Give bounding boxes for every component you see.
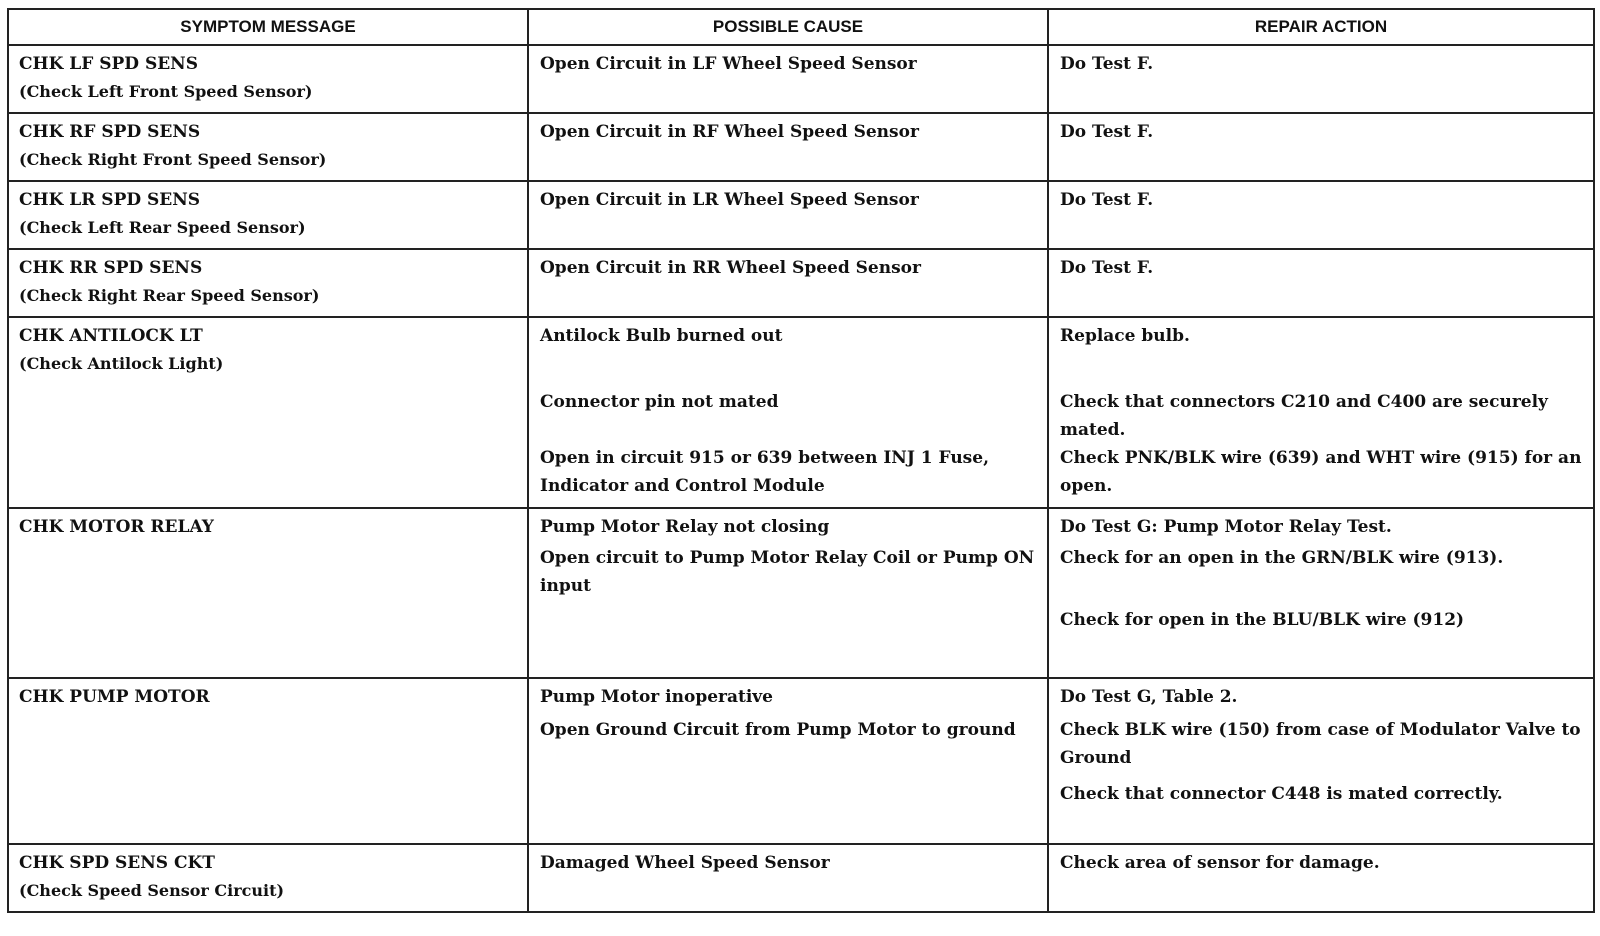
symptom-cell (8, 249, 528, 317)
action-item: Do Test F. (1060, 54, 1154, 74)
action-item: Check that connectors C210 and C400 are securely mated. (1060, 392, 1548, 440)
symptom-message: CHK MOTOR RELAY (19, 517, 214, 537)
action-item: Check PNK/BLK wire (639) and WHT wire (915) for an open. (1060, 448, 1582, 496)
symptom-description: (Check Speed Sensor Circuit) (19, 881, 285, 900)
cause-cell (528, 678, 1048, 844)
symptom-message: CHK RR SPD SENS (19, 258, 203, 278)
symptom-cell (8, 181, 528, 249)
action-item: Do Test F. (1060, 258, 1154, 278)
table-row (8, 508, 1594, 678)
symptom-message: CHK ANTILOCK LT (19, 326, 203, 346)
symptom-description: (Check Left Rear Speed Sensor) (19, 218, 306, 237)
action-cell (1048, 317, 1594, 508)
action-cell (1048, 113, 1594, 181)
symptom-message: CHK PUMP MOTOR (19, 687, 210, 707)
diagnostic-table-page (7, 8, 1593, 924)
action-cell (1048, 678, 1594, 844)
action-item: Replace bulb. (1060, 326, 1190, 346)
action-cell (1048, 249, 1594, 317)
table-header-row (8, 9, 1594, 45)
cause-cell (528, 181, 1048, 249)
cause-item: Pump Motor inoperative (540, 687, 773, 707)
cause-cell (528, 317, 1048, 508)
header-cause: POSSIBLE CAUSE (528, 9, 1048, 45)
action-item: Do Test F. (1060, 190, 1154, 210)
symptom-cell (8, 844, 528, 912)
cause-item: Open Ground Circuit from Pump Motor to ground (540, 720, 1016, 740)
symptom-cell (8, 45, 528, 113)
symptom-description: (Check Antilock Light) (19, 354, 224, 373)
action-cell (1048, 508, 1594, 678)
action-item: Check BLK wire (150) from case of Modulator Valve to Ground (1060, 720, 1581, 768)
table-row (8, 249, 1594, 317)
cause-item: Connector pin not mated (540, 392, 779, 412)
cause-item: Open Circuit in RR Wheel Speed Sensor (540, 258, 921, 278)
cause-item: Antilock Bulb burned out (540, 326, 783, 346)
action-cell (1048, 844, 1594, 912)
header-symptom: SYMPTOM MESSAGE (8, 9, 528, 45)
symptom-cell (8, 113, 528, 181)
cause-item: Pump Motor Relay not closing (540, 517, 830, 537)
table-row (8, 678, 1594, 844)
symptom-cell (8, 508, 528, 678)
symptom-description: (Check Left Front Speed Sensor) (19, 82, 313, 101)
cause-item: Open circuit to Pump Motor Relay Coil or Pump ON input (540, 548, 1035, 596)
table-row (8, 45, 1594, 113)
action-item: Do Test G, Table 2. (1060, 687, 1238, 707)
cause-cell (528, 508, 1048, 678)
symptom-message: CHK LR SPD SENS (19, 190, 201, 210)
action-item: Check area of sensor for damage. (1060, 853, 1380, 873)
header-action: REPAIR ACTION (1048, 9, 1594, 45)
cause-cell (528, 844, 1048, 912)
table-row (8, 844, 1594, 912)
action-item: Check for open in the BLU/BLK wire (912) (1060, 610, 1465, 630)
symptom-table (7, 8, 1595, 913)
table-row (8, 317, 1594, 508)
cause-cell (528, 249, 1048, 317)
action-cell (1048, 45, 1594, 113)
action-cell (1048, 181, 1594, 249)
table-row (8, 181, 1594, 249)
cause-item: Damaged Wheel Speed Sensor (540, 853, 830, 873)
symptom-message: CHK SPD SENS CKT (19, 853, 215, 873)
symptom-cell (8, 317, 528, 508)
symptom-message: CHK LF SPD SENS (19, 54, 198, 74)
action-item: Do Test G: Pump Motor Relay Test. (1060, 517, 1392, 537)
table-row (8, 113, 1594, 181)
cause-item: Open Circuit in LR Wheel Speed Sensor (540, 190, 919, 210)
cause-cell (528, 45, 1048, 113)
cause-cell (528, 113, 1048, 181)
action-item: Check for an open in the GRN/BLK wire (913). (1060, 548, 1504, 568)
cause-item: Open Circuit in RF Wheel Speed Sensor (540, 122, 919, 142)
symptom-cell (8, 678, 528, 844)
symptom-message: CHK RF SPD SENS (19, 122, 201, 142)
action-item: Check that connector C448 is mated correctly. (1060, 784, 1503, 804)
action-item: Do Test F. (1060, 122, 1154, 142)
cause-item: Open in circuit 915 or 639 between INJ 1 Fuse, Indicator and Control Module (540, 448, 989, 496)
symptom-description: (Check Right Front Speed Sensor) (19, 150, 327, 169)
symptom-description: (Check Right Rear Speed Sensor) (19, 286, 320, 305)
cause-item: Open Circuit in LF Wheel Speed Sensor (540, 54, 917, 74)
